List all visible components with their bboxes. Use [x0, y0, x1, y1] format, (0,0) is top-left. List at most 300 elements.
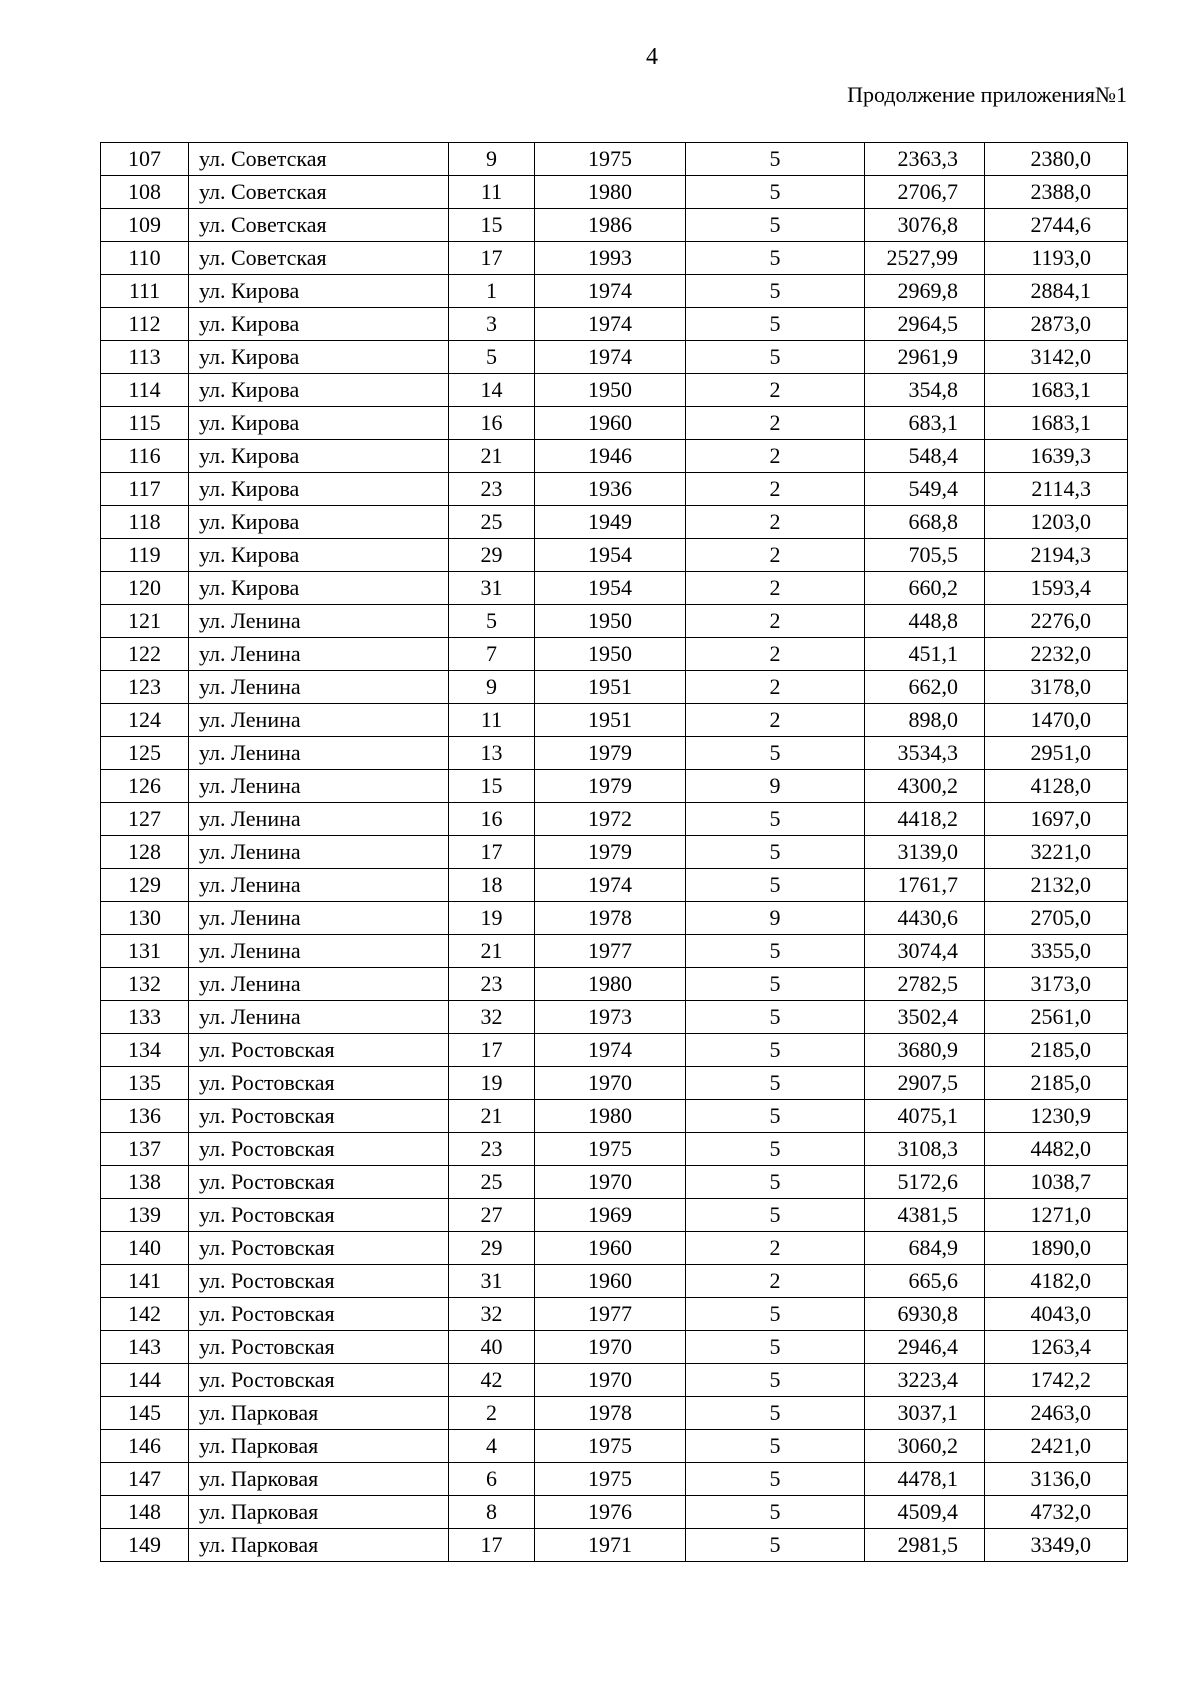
second-area-value-cell: 2114,3: [985, 473, 1128, 506]
floors-count-cell: 5: [686, 341, 865, 374]
house-number-cell: 17: [449, 242, 535, 275]
table-row: [101, 605, 1128, 638]
house-number-cell: 11: [449, 176, 535, 209]
table-row: [101, 440, 1128, 473]
second-area-value-cell: 2744,6: [985, 209, 1128, 242]
house-number-cell: 19: [449, 902, 535, 935]
table-row: [101, 1166, 1128, 1199]
area-value-cell: 2969,8: [865, 275, 985, 308]
house-number-cell: 3: [449, 308, 535, 341]
area-value-cell: 684,9: [865, 1232, 985, 1265]
table-row: [101, 704, 1128, 737]
second-area-value-cell: 1271,0: [985, 1199, 1128, 1232]
floors-count-cell: 5: [686, 1034, 865, 1067]
second-area-value-cell: 1697,0: [985, 803, 1128, 836]
floors-count-cell: 5: [686, 737, 865, 770]
second-area-value-cell: 1593,4: [985, 572, 1128, 605]
table-row: [101, 1430, 1128, 1463]
area-value-cell: 448,8: [865, 605, 985, 638]
housing-registry-table: [100, 142, 1128, 1562]
floors-count-cell: 5: [686, 1298, 865, 1331]
table-row: [101, 1463, 1128, 1496]
row-number-cell: 131: [101, 935, 189, 968]
house-number-cell: 21: [449, 1100, 535, 1133]
row-number-cell: 127: [101, 803, 189, 836]
area-value-cell: 4075,1: [865, 1100, 985, 1133]
house-number-cell: 15: [449, 770, 535, 803]
year-built-cell: 1974: [535, 341, 686, 374]
year-built-cell: 1950: [535, 638, 686, 671]
area-value-cell: 2706,7: [865, 176, 985, 209]
floors-count-cell: 2: [686, 671, 865, 704]
row-number-cell: 123: [101, 671, 189, 704]
year-built-cell: 1980: [535, 1100, 686, 1133]
table-row: [101, 242, 1128, 275]
row-number-cell: 141: [101, 1265, 189, 1298]
street-name-cell: ул. Кирова: [189, 440, 449, 473]
year-built-cell: 1950: [535, 374, 686, 407]
row-number-cell: 148: [101, 1496, 189, 1529]
row-number-cell: 146: [101, 1430, 189, 1463]
area-value-cell: 898,0: [865, 704, 985, 737]
floors-count-cell: 2: [686, 638, 865, 671]
year-built-cell: 1993: [535, 242, 686, 275]
row-number-cell: 139: [101, 1199, 189, 1232]
street-name-cell: ул. Советская: [189, 143, 449, 176]
second-area-value-cell: 2380,0: [985, 143, 1128, 176]
table-row: [101, 1133, 1128, 1166]
floors-count-cell: 5: [686, 1067, 865, 1100]
house-number-cell: 9: [449, 143, 535, 176]
street-name-cell: ул. Советская: [189, 176, 449, 209]
table-row: [101, 407, 1128, 440]
house-number-cell: 27: [449, 1199, 535, 1232]
second-area-value-cell: 2388,0: [985, 176, 1128, 209]
second-area-value-cell: 2873,0: [985, 308, 1128, 341]
street-name-cell: ул. Кирова: [189, 308, 449, 341]
second-area-value-cell: 4043,0: [985, 1298, 1128, 1331]
street-name-cell: ул. Парковая: [189, 1496, 449, 1529]
house-number-cell: 14: [449, 374, 535, 407]
street-name-cell: ул. Ленина: [189, 803, 449, 836]
street-name-cell: ул. Ростовская: [189, 1364, 449, 1397]
row-number-cell: 110: [101, 242, 189, 275]
year-built-cell: 1975: [535, 1430, 686, 1463]
page-number: 4: [646, 44, 658, 70]
year-built-cell: 1971: [535, 1529, 686, 1562]
area-value-cell: 2907,5: [865, 1067, 985, 1100]
row-number-cell: 122: [101, 638, 189, 671]
street-name-cell: ул. Ростовская: [189, 1034, 449, 1067]
street-name-cell: ул. Парковая: [189, 1397, 449, 1430]
year-built-cell: 1954: [535, 539, 686, 572]
second-area-value-cell: 4732,0: [985, 1496, 1128, 1529]
table-row: [101, 176, 1128, 209]
floors-count-cell: 5: [686, 836, 865, 869]
floors-count-cell: 5: [686, 1463, 865, 1496]
second-area-value-cell: 3173,0: [985, 968, 1128, 1001]
table-row: [101, 770, 1128, 803]
year-built-cell: 1979: [535, 770, 686, 803]
row-number-cell: 147: [101, 1463, 189, 1496]
house-number-cell: 40: [449, 1331, 535, 1364]
area-value-cell: 3074,4: [865, 935, 985, 968]
floors-count-cell: 2: [686, 506, 865, 539]
table-row: [101, 1265, 1128, 1298]
area-value-cell: 3534,3: [865, 737, 985, 770]
floors-count-cell: 5: [686, 869, 865, 902]
row-number-cell: 143: [101, 1331, 189, 1364]
second-area-value-cell: 1639,3: [985, 440, 1128, 473]
table-row: [101, 1331, 1128, 1364]
second-area-value-cell: 3178,0: [985, 671, 1128, 704]
row-number-cell: 118: [101, 506, 189, 539]
street-name-cell: ул. Ленина: [189, 704, 449, 737]
table-row: [101, 1496, 1128, 1529]
area-value-cell: 2981,5: [865, 1529, 985, 1562]
year-built-cell: 1949: [535, 506, 686, 539]
house-number-cell: 16: [449, 803, 535, 836]
floors-count-cell: 5: [686, 308, 865, 341]
floors-count-cell: 5: [686, 1397, 865, 1430]
area-value-cell: 3108,3: [865, 1133, 985, 1166]
second-area-value-cell: 2232,0: [985, 638, 1128, 671]
row-number-cell: 138: [101, 1166, 189, 1199]
area-value-cell: 548,4: [865, 440, 985, 473]
house-number-cell: 7: [449, 638, 535, 671]
row-number-cell: 136: [101, 1100, 189, 1133]
area-value-cell: 668,8: [865, 506, 985, 539]
row-number-cell: 113: [101, 341, 189, 374]
floors-count-cell: 5: [686, 143, 865, 176]
year-built-cell: 1978: [535, 1397, 686, 1430]
house-number-cell: 17: [449, 836, 535, 869]
row-number-cell: 130: [101, 902, 189, 935]
area-value-cell: 3060,2: [865, 1430, 985, 1463]
table-row: [101, 275, 1128, 308]
street-name-cell: ул. Ростовская: [189, 1331, 449, 1364]
table-row: [101, 374, 1128, 407]
street-name-cell: ул. Парковая: [189, 1430, 449, 1463]
area-value-cell: 3139,0: [865, 836, 985, 869]
street-name-cell: ул. Парковая: [189, 1529, 449, 1562]
second-area-value-cell: 2421,0: [985, 1430, 1128, 1463]
floors-count-cell: 5: [686, 1364, 865, 1397]
year-built-cell: 1977: [535, 1298, 686, 1331]
row-number-cell: 114: [101, 374, 189, 407]
year-built-cell: 1972: [535, 803, 686, 836]
row-number-cell: 132: [101, 968, 189, 1001]
year-built-cell: 1970: [535, 1166, 686, 1199]
house-number-cell: 17: [449, 1034, 535, 1067]
year-built-cell: 1974: [535, 275, 686, 308]
table-row: [101, 1298, 1128, 1331]
second-area-value-cell: 2705,0: [985, 902, 1128, 935]
area-value-cell: 2363,3: [865, 143, 985, 176]
year-built-cell: 1979: [535, 737, 686, 770]
second-area-value-cell: 2276,0: [985, 605, 1128, 638]
house-number-cell: 5: [449, 605, 535, 638]
area-value-cell: 1761,7: [865, 869, 985, 902]
row-number-cell: 119: [101, 539, 189, 572]
table-row: [101, 869, 1128, 902]
area-value-cell: 3076,8: [865, 209, 985, 242]
second-area-value-cell: 2194,3: [985, 539, 1128, 572]
year-built-cell: 1979: [535, 836, 686, 869]
table-row: [101, 1067, 1128, 1100]
row-number-cell: 135: [101, 1067, 189, 1100]
house-number-cell: 17: [449, 1529, 535, 1562]
second-area-value-cell: 4182,0: [985, 1265, 1128, 1298]
area-value-cell: 5172,6: [865, 1166, 985, 1199]
house-number-cell: 19: [449, 1067, 535, 1100]
floors-count-cell: 2: [686, 539, 865, 572]
area-value-cell: 705,5: [865, 539, 985, 572]
floors-count-cell: 5: [686, 1100, 865, 1133]
year-built-cell: 1970: [535, 1067, 686, 1100]
house-number-cell: 13: [449, 737, 535, 770]
appendix-continuation-label: Продолжение приложения№1: [847, 82, 1127, 107]
floors-count-cell: 2: [686, 473, 865, 506]
second-area-value-cell: 1203,0: [985, 506, 1128, 539]
area-value-cell: 662,0: [865, 671, 985, 704]
second-area-value-cell: 2185,0: [985, 1034, 1128, 1067]
second-area-value-cell: 1193,0: [985, 242, 1128, 275]
row-number-cell: 145: [101, 1397, 189, 1430]
floors-count-cell: 5: [686, 1166, 865, 1199]
table-row: [101, 1100, 1128, 1133]
year-built-cell: 1978: [535, 902, 686, 935]
area-value-cell: 2946,4: [865, 1331, 985, 1364]
second-area-value-cell: 1263,4: [985, 1331, 1128, 1364]
table-row: [101, 143, 1128, 176]
row-number-cell: 111: [101, 275, 189, 308]
area-value-cell: 4478,1: [865, 1463, 985, 1496]
street-name-cell: ул. Ленина: [189, 1001, 449, 1034]
house-number-cell: 32: [449, 1001, 535, 1034]
street-name-cell: ул. Кирова: [189, 539, 449, 572]
street-name-cell: ул. Ленина: [189, 671, 449, 704]
area-value-cell: 3680,9: [865, 1034, 985, 1067]
row-number-cell: 107: [101, 143, 189, 176]
area-value-cell: 2964,5: [865, 308, 985, 341]
area-value-cell: 665,6: [865, 1265, 985, 1298]
street-name-cell: ул. Советская: [189, 242, 449, 275]
year-built-cell: 1954: [535, 572, 686, 605]
floors-count-cell: 9: [686, 770, 865, 803]
year-built-cell: 1974: [535, 308, 686, 341]
street-name-cell: ул. Кирова: [189, 572, 449, 605]
floors-count-cell: 2: [686, 1232, 865, 1265]
floors-count-cell: 5: [686, 1001, 865, 1034]
house-number-cell: 2: [449, 1397, 535, 1430]
house-number-cell: 25: [449, 1166, 535, 1199]
second-area-value-cell: 3221,0: [985, 836, 1128, 869]
street-name-cell: ул. Парковая: [189, 1463, 449, 1496]
street-name-cell: ул. Кирова: [189, 506, 449, 539]
second-area-value-cell: 1230,9: [985, 1100, 1128, 1133]
year-built-cell: 1970: [535, 1331, 686, 1364]
year-built-cell: 1960: [535, 1232, 686, 1265]
street-name-cell: ул. Ленина: [189, 638, 449, 671]
table-row: [101, 803, 1128, 836]
second-area-value-cell: 2884,1: [985, 275, 1128, 308]
year-built-cell: 1970: [535, 1364, 686, 1397]
floors-count-cell: 2: [686, 704, 865, 737]
row-number-cell: 117: [101, 473, 189, 506]
table-row: [101, 902, 1128, 935]
area-value-cell: 2961,9: [865, 341, 985, 374]
area-value-cell: 451,1: [865, 638, 985, 671]
floors-count-cell: 5: [686, 1133, 865, 1166]
street-name-cell: ул. Ленина: [189, 836, 449, 869]
second-area-value-cell: 2132,0: [985, 869, 1128, 902]
street-name-cell: ул. Ростовская: [189, 1133, 449, 1166]
row-number-cell: 133: [101, 1001, 189, 1034]
table-row: [101, 572, 1128, 605]
year-built-cell: 1969: [535, 1199, 686, 1232]
floors-count-cell: 5: [686, 968, 865, 1001]
row-number-cell: 128: [101, 836, 189, 869]
house-number-cell: 21: [449, 440, 535, 473]
table-row: [101, 473, 1128, 506]
street-name-cell: ул. Кирова: [189, 374, 449, 407]
street-name-cell: ул. Кирова: [189, 473, 449, 506]
table-row: [101, 968, 1128, 1001]
street-name-cell: ул. Ростовская: [189, 1265, 449, 1298]
second-area-value-cell: 1038,7: [985, 1166, 1128, 1199]
year-built-cell: 1980: [535, 176, 686, 209]
table-row: [101, 506, 1128, 539]
area-value-cell: 3502,4: [865, 1001, 985, 1034]
row-number-cell: 142: [101, 1298, 189, 1331]
street-name-cell: ул. Ленина: [189, 605, 449, 638]
floors-count-cell: 5: [686, 275, 865, 308]
floors-count-cell: 9: [686, 902, 865, 935]
house-number-cell: 25: [449, 506, 535, 539]
house-number-cell: 16: [449, 407, 535, 440]
row-number-cell: 121: [101, 605, 189, 638]
row-number-cell: 149: [101, 1529, 189, 1562]
area-value-cell: 3223,4: [865, 1364, 985, 1397]
house-number-cell: 4: [449, 1430, 535, 1463]
row-number-cell: 120: [101, 572, 189, 605]
second-area-value-cell: 3136,0: [985, 1463, 1128, 1496]
year-built-cell: 1975: [535, 1133, 686, 1166]
house-number-cell: 21: [449, 935, 535, 968]
house-number-cell: 23: [449, 1133, 535, 1166]
table-row: [101, 1364, 1128, 1397]
street-name-cell: ул. Ростовская: [189, 1298, 449, 1331]
floors-count-cell: 5: [686, 803, 865, 836]
street-name-cell: ул. Ленина: [189, 902, 449, 935]
year-built-cell: 1975: [535, 1463, 686, 1496]
house-number-cell: 8: [449, 1496, 535, 1529]
table-row: [101, 1232, 1128, 1265]
year-built-cell: 1974: [535, 1034, 686, 1067]
street-name-cell: ул. Кирова: [189, 275, 449, 308]
floors-count-cell: 5: [686, 1331, 865, 1364]
row-number-cell: 134: [101, 1034, 189, 1067]
second-area-value-cell: 2463,0: [985, 1397, 1128, 1430]
floors-count-cell: 2: [686, 440, 865, 473]
table-row: [101, 539, 1128, 572]
street-name-cell: ул. Кирова: [189, 407, 449, 440]
area-value-cell: 354,8: [865, 374, 985, 407]
table-row: [101, 209, 1128, 242]
row-number-cell: 144: [101, 1364, 189, 1397]
year-built-cell: 1980: [535, 968, 686, 1001]
second-area-value-cell: 4128,0: [985, 770, 1128, 803]
house-number-cell: 23: [449, 968, 535, 1001]
floors-count-cell: 5: [686, 1199, 865, 1232]
street-name-cell: ул. Ленина: [189, 935, 449, 968]
street-name-cell: ул. Ленина: [189, 869, 449, 902]
floors-count-cell: 5: [686, 1496, 865, 1529]
table-row: [101, 1529, 1128, 1562]
table-row: [101, 671, 1128, 704]
house-number-cell: 29: [449, 539, 535, 572]
house-number-cell: 18: [449, 869, 535, 902]
year-built-cell: 1936: [535, 473, 686, 506]
second-area-value-cell: 1683,1: [985, 374, 1128, 407]
year-built-cell: 1951: [535, 704, 686, 737]
area-value-cell: 6930,8: [865, 1298, 985, 1331]
row-number-cell: 109: [101, 209, 189, 242]
floors-count-cell: 5: [686, 935, 865, 968]
year-built-cell: 1951: [535, 671, 686, 704]
second-area-value-cell: 3142,0: [985, 341, 1128, 374]
street-name-cell: ул. Ростовская: [189, 1199, 449, 1232]
second-area-value-cell: 2951,0: [985, 737, 1128, 770]
row-number-cell: 116: [101, 440, 189, 473]
year-built-cell: 1960: [535, 1265, 686, 1298]
area-value-cell: 683,1: [865, 407, 985, 440]
house-number-cell: 6: [449, 1463, 535, 1496]
area-value-cell: 4381,5: [865, 1199, 985, 1232]
house-number-cell: 31: [449, 1265, 535, 1298]
year-built-cell: 1975: [535, 143, 686, 176]
floors-count-cell: 5: [686, 1529, 865, 1562]
year-built-cell: 1974: [535, 869, 686, 902]
area-value-cell: 4418,2: [865, 803, 985, 836]
row-number-cell: 137: [101, 1133, 189, 1166]
row-number-cell: 140: [101, 1232, 189, 1265]
house-number-cell: 32: [449, 1298, 535, 1331]
house-number-cell: 9: [449, 671, 535, 704]
row-number-cell: 108: [101, 176, 189, 209]
year-built-cell: 1977: [535, 935, 686, 968]
street-name-cell: ул. Кирова: [189, 341, 449, 374]
second-area-value-cell: 1890,0: [985, 1232, 1128, 1265]
area-value-cell: 4300,2: [865, 770, 985, 803]
area-value-cell: 2527,99: [865, 242, 985, 275]
area-value-cell: 549,4: [865, 473, 985, 506]
floors-count-cell: 5: [686, 176, 865, 209]
street-name-cell: ул. Ленина: [189, 968, 449, 1001]
table-body: [101, 143, 1128, 1562]
year-built-cell: 1976: [535, 1496, 686, 1529]
table-row: [101, 341, 1128, 374]
table-row: [101, 1034, 1128, 1067]
street-name-cell: ул. Ростовская: [189, 1067, 449, 1100]
row-number-cell: 129: [101, 869, 189, 902]
floors-count-cell: 2: [686, 407, 865, 440]
table-row: [101, 737, 1128, 770]
year-built-cell: 1946: [535, 440, 686, 473]
second-area-value-cell: 1470,0: [985, 704, 1128, 737]
second-area-value-cell: 1742,2: [985, 1364, 1128, 1397]
